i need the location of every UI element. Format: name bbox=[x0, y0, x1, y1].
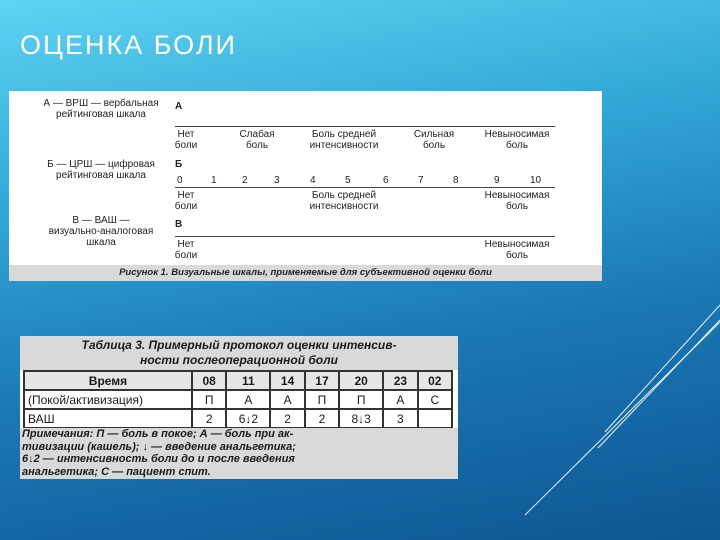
scale-a-label: Боль средней интенсивности bbox=[309, 129, 379, 151]
table-cell: 6↓2 bbox=[226, 409, 270, 428]
scale-b-name: Б — ЦРШ — цифровая рейтинговая шкала bbox=[47, 159, 155, 181]
scale-b-number: 10 bbox=[530, 175, 542, 186]
scale-a-line bbox=[175, 126, 555, 127]
table-cell: 2 bbox=[270, 409, 304, 428]
scale-b-number: 2 bbox=[242, 175, 248, 186]
scale-b-number: 9 bbox=[494, 175, 500, 186]
table-cell: 2 bbox=[305, 409, 339, 428]
table-cell: А bbox=[226, 390, 270, 409]
scale-b-number: 8 bbox=[453, 175, 459, 186]
table-header-row bbox=[24, 371, 452, 390]
table-row-label: (Покой/активизация) bbox=[24, 390, 192, 409]
scale-c-label: Невыносимая боль bbox=[484, 239, 550, 261]
table-cell: С bbox=[418, 390, 452, 409]
table-header-cell: 02 bbox=[418, 371, 452, 390]
table-header-cell: 08 bbox=[192, 371, 226, 390]
table-row bbox=[24, 390, 452, 409]
table-cell: А bbox=[270, 390, 304, 409]
scale-b-letter: Б bbox=[175, 159, 183, 170]
scale-a-label: Сильная боль bbox=[413, 129, 455, 151]
scale-b-label: Нет боли bbox=[174, 190, 198, 212]
table-header-cell: Время bbox=[24, 371, 192, 390]
scale-a-label: Невыносимая боль bbox=[484, 129, 550, 151]
pain-protocol-table-block bbox=[20, 336, 458, 479]
scale-b-number: 4 bbox=[310, 175, 316, 186]
scale-b-number: 7 bbox=[418, 175, 424, 186]
scale-b-number: 0 bbox=[177, 175, 183, 186]
table-header-cell: 23 bbox=[383, 371, 417, 390]
table-header-cell: 20 bbox=[339, 371, 383, 390]
table-header-cell: 11 bbox=[226, 371, 270, 390]
scale-b-number: 3 bbox=[274, 175, 280, 186]
slide-title: ОЦЕНКА БОЛИ bbox=[20, 30, 237, 60]
table-row-label: ВАШ bbox=[24, 409, 192, 428]
scale-c-letter: В bbox=[175, 219, 183, 230]
pain-scales-figure bbox=[9, 91, 602, 281]
scale-c-line bbox=[175, 236, 555, 237]
scale-a-letter: А bbox=[175, 101, 183, 112]
table-header-cell: 17 bbox=[305, 371, 339, 390]
table-cell bbox=[418, 409, 452, 428]
table-header-cell: 14 bbox=[270, 371, 304, 390]
table-cell: 8↓3 bbox=[339, 409, 383, 428]
table-cell: 3 bbox=[383, 409, 417, 428]
table-cell: П bbox=[192, 390, 226, 409]
scale-c-label: Нет боли bbox=[174, 239, 198, 261]
table-cell: А bbox=[383, 390, 417, 409]
scale-b-number: 6 bbox=[383, 175, 389, 186]
scale-b-number: 1 bbox=[211, 175, 217, 186]
table-cell: 2 bbox=[192, 409, 226, 428]
scale-c-name: В — ВАШ — визуально-аналоговая шкала bbox=[48, 215, 154, 248]
table-cell: П bbox=[305, 390, 339, 409]
table-title: Таблица 3. Примерный протокол оценки интенсив- ности послеоперационной боли bbox=[20, 336, 458, 370]
scale-b-line bbox=[175, 187, 555, 188]
scale-b-label: Невыносимая боль bbox=[484, 190, 550, 212]
table-cell: П bbox=[339, 390, 383, 409]
scale-b-label: Боль средней интенсивности bbox=[309, 190, 379, 212]
scale-b-number: 5 bbox=[345, 175, 351, 186]
scale-a-label: Нет боли bbox=[174, 129, 198, 151]
table-notes: Примечания: П — боль в покое; А — боль при ак- тивизации (кашель); ↓ — введение анальгетика; 6↓2 — интенсивность боли до и после введения анальгетика; С — пациент спит. bbox=[20, 428, 458, 479]
pain-protocol-table bbox=[23, 370, 453, 429]
table-row bbox=[24, 409, 452, 428]
scale-a-label: Слабая боль bbox=[239, 129, 275, 151]
figure-caption: Рисунок 1. Визуальные шкалы, применяемые для субъективной оценки боли bbox=[9, 265, 602, 281]
scale-a-name: А — ВРШ — вербальная рейтинговая шкала bbox=[43, 98, 159, 120]
